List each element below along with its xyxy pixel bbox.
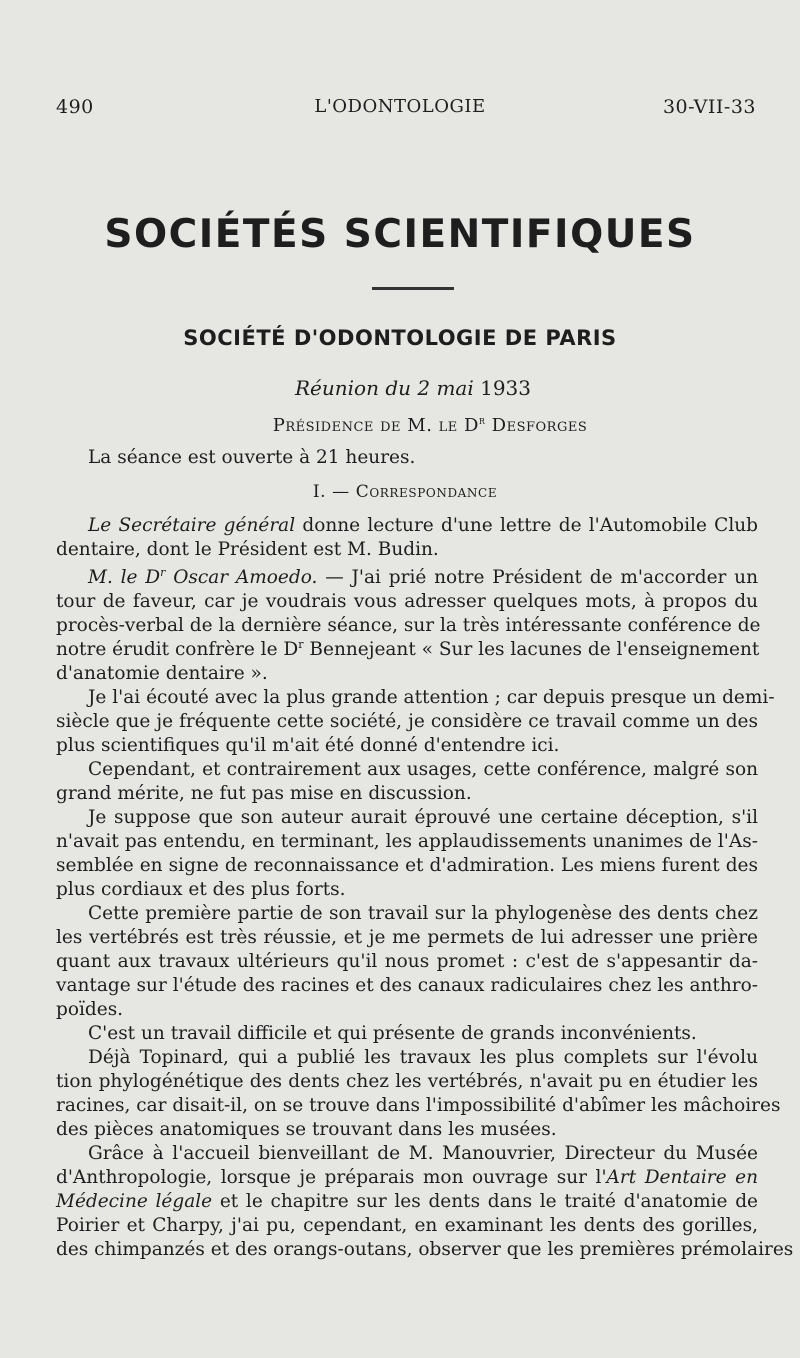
paragraph-line: n'avait pas entendu, en terminant, les applaudissements unanimes de l'As-: [56, 831, 758, 852]
paragraph-line: plus scientifiques qu'il m'ait été donné d'entendre ici.: [56, 735, 560, 756]
society-title: SOCIÉTÉ D'ODONTOLOGIE DE PARIS: [183, 326, 617, 350]
title-rule: [372, 287, 454, 290]
presidency-line: [0, 414, 800, 436]
paragraph-line: tion phylogénétique des dents chez les vertébrés, n'avait pu en étudier les: [56, 1071, 758, 1092]
paragraph-line: des pièces anatomiques se trouvant dans les musées.: [56, 1119, 557, 1140]
section-title: SOCIÉTÉS SCIENTIFIQUES: [104, 212, 696, 257]
paragraph-line: siècle que je fréquente cette société, je considère ce travail comme un des: [56, 711, 758, 732]
paragraph-line: dentaire, dont le Président est M. Budin.: [56, 539, 439, 560]
paragraph-line: semblée en signe de reconnaissance et d'admiration. Les miens furent des: [56, 855, 758, 876]
presidency-text: Présidence de M. le D: [272, 415, 479, 436]
paragraph-line: C'est un travail difficile et qui présente de grands inconvénients.: [88, 1023, 697, 1044]
paragraph-line: vantage sur l'étude des racines et des canaux radiculaires chez les anthro-: [56, 975, 758, 996]
paragraph-line: Médecine légale et le chapitre sur les dents dans le traité d'anatomie de: [56, 1191, 758, 1212]
paragraph-line: [88, 514, 758, 538]
paragraph-line: plus cordiaux et des plus forts.: [56, 879, 346, 900]
paragraph-line: [88, 566, 758, 590]
paragraph-line: d'Anthropologie, lorsque je préparais mon ouvrage sur l'Art Dentaire en: [56, 1167, 758, 1188]
paragraph-line: Poirier et Charpy, j'ai pu, cependant, en examinant les dents des gorilles,: [56, 1215, 758, 1236]
paragraph-text: — J'ai prié notre Président de m'accorder un: [317, 567, 758, 588]
paragraph-line: des chimpanzés et des orangs-outans, observer que les premières prémolaires: [56, 1239, 794, 1260]
book-title: Médecine légale: [56, 1191, 213, 1212]
meeting-date: [0, 376, 800, 400]
book-title: Art Dentaire en: [606, 1167, 758, 1188]
paragraph-line: poïdes.: [56, 999, 124, 1020]
paragraph-line: Cependant, et contrairement aux usages, cette conférence, malgré son: [88, 759, 758, 780]
paragraph-line: les vertébrés est très réussie, et je me permets de lui adresser une prière: [56, 927, 758, 948]
presidency-name: Desforges: [485, 415, 588, 436]
paragraph-line: Déjà Topinard, qui a publié les travaux les plus complets sur l'évolu: [88, 1047, 758, 1068]
speaker-name: M. le $D^r$ Oscar Amoedo.: [88, 565, 318, 588]
paragraph-line: Cette première partie de son travail sur la phylogenèse des dents chez: [88, 903, 758, 924]
meeting-year: 1933: [480, 376, 531, 400]
issue-date: 30-VII-33: [662, 96, 756, 118]
paragraph-line: Je l'ai écouté avec la plus grande attention ; car depuis presque un demi-: [88, 687, 775, 708]
opening-line: La séance est ouverte à 21 heures.: [88, 447, 416, 468]
section-heading: I. — Correspondance: [312, 482, 498, 502]
paragraph-line: d'anatomie dentaire ».: [56, 663, 268, 684]
paragraph-line: Grâce à l'accueil bienveillant de M. Manouvrier, Directeur du Musée: [88, 1143, 758, 1164]
meeting-prefix: Réunion du 2 mai: [294, 376, 474, 400]
paragraph-line: quant aux travaux ultérieurs qu'il nous promet : c'est de s'appesantir da-: [56, 951, 758, 972]
paragraph-line: procès-verbal de la dernière séance, sur la très intéressante conférence de: [56, 615, 761, 636]
paragraph-line: grand mérite, ne fut pas mise en discussion.: [56, 783, 472, 804]
presidency-sup: r: [478, 414, 486, 427]
paragraph-text: donne lecture d'une lettre de l'Automobile Club: [295, 515, 758, 536]
page-number: 490: [56, 96, 94, 118]
running-head: L'ODONTOLOGIE: [314, 96, 486, 117]
paragraph-line: notre érudit confrère le $D^r$ Bennejeant « Sur les lacunes de l'enseignement: [56, 637, 760, 660]
paragraph-line: racines, car disait-il, on se trouve dans l'impossibilité d'abîmer les mâchoires: [56, 1095, 781, 1116]
paragraph-line: tour de faveur, car je voudrais vous adresser quelques mots, à propos du: [56, 591, 758, 612]
paragraph-line: Je suppose que son auteur aurait éprouvé une certaine déception, s'il: [88, 807, 758, 828]
secretary-label: Le Secrétaire général: [88, 515, 296, 536]
